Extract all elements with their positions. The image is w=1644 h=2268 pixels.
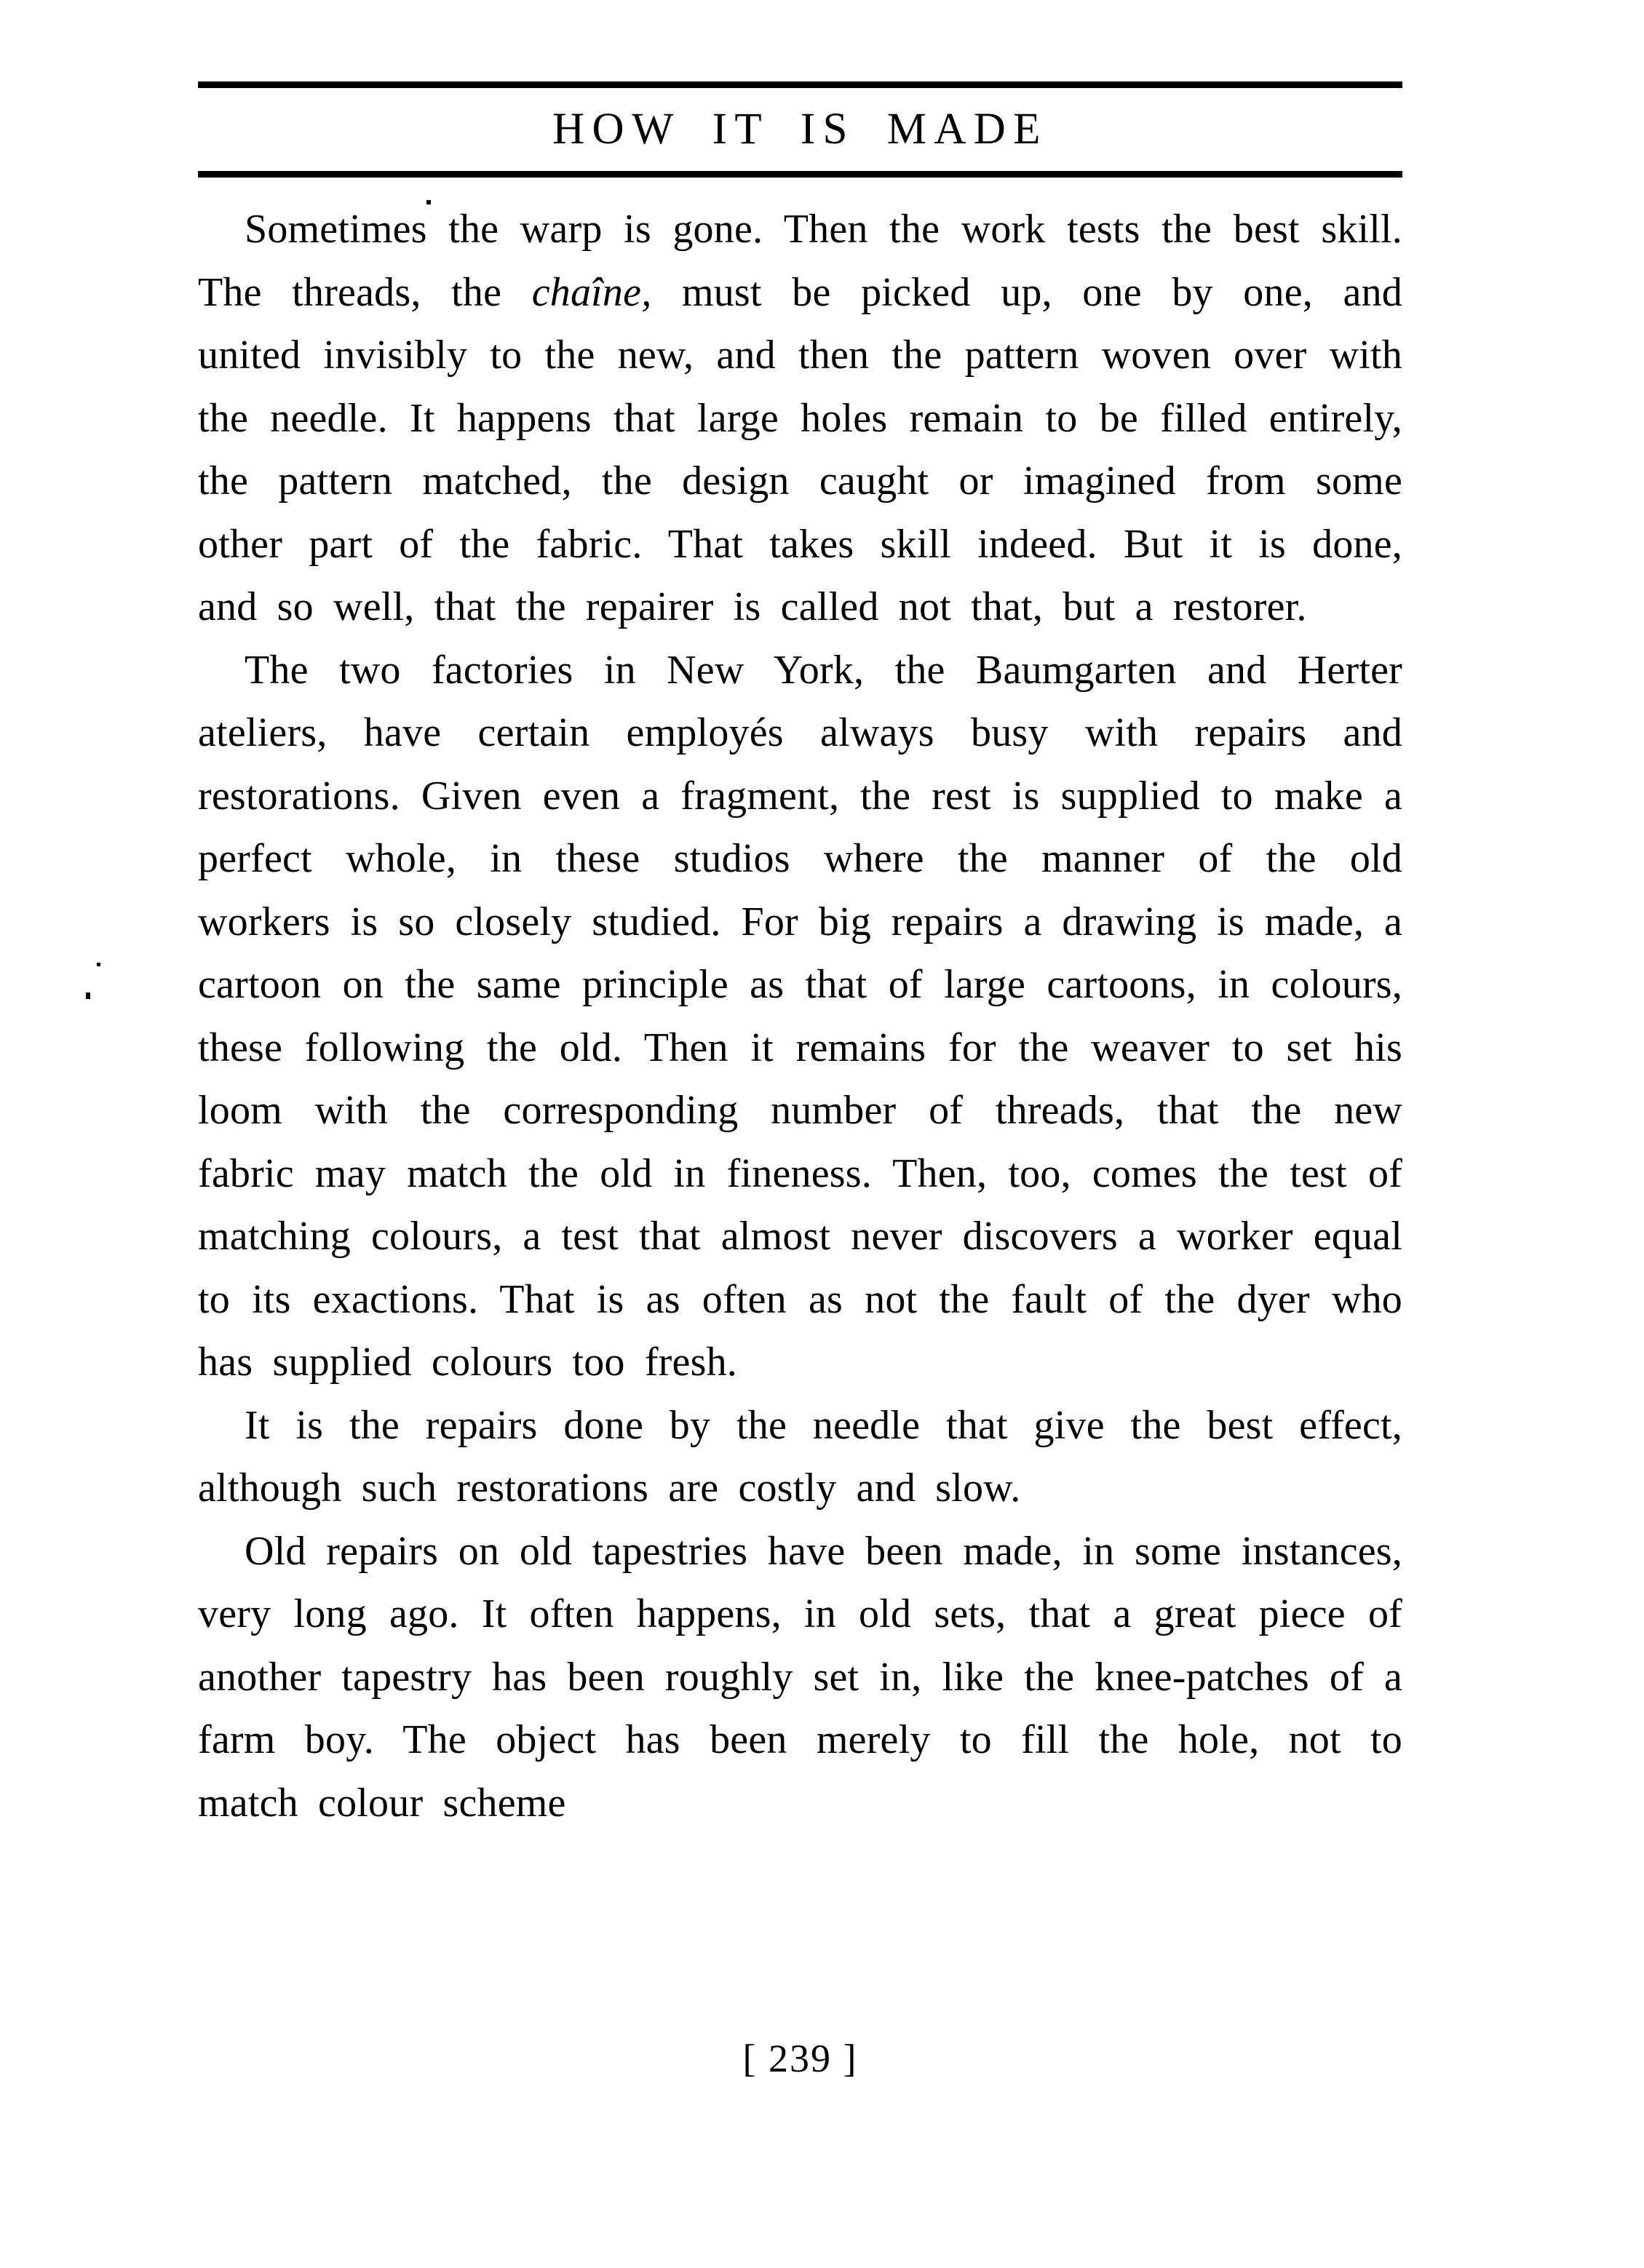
scan-speck [97, 963, 100, 966]
page-body [198, 198, 1402, 1834]
paragraph-1 [198, 198, 1402, 639]
scan-speck [86, 992, 90, 999]
paragraph-1-text-before-italic: Sometimes the warp is gone. Then the work tests the best skill. The threads, the [198, 207, 1402, 315]
paragraph-1-text-after-italic: must be picked up, one by one, and united invisibly to the new, and then the pattern woven over with the needle. It happens that large holes remain to be filled entirely, the pattern matched, the design caught or imagined from some other part of the fabric. That takes skill indeed. But it is done, and so well, that the repairer is called not that, but a restorer. [198, 269, 1402, 629]
paragraph-2 [198, 639, 1402, 1394]
paragraph-1-italic-term: chaîne, [531, 269, 652, 315]
header-rule-top [198, 81, 1402, 88]
paragraph-4-text: Old repairs on old tapestries have been made, in some instances, very long ago. It often happens, in old sets, that a great piece of another tapestry has been roughly set in, like the knee-patches of a farm boy. The object has been merely to fill the hole, not to match colour scheme [198, 1528, 1402, 1826]
paragraph-3-text: It is the repairs done by the needle that give the best effect, although such restorations are costly and slow. [198, 1402, 1402, 1511]
running-head-title: HOW IT IS MADE [552, 105, 1048, 154]
paragraph-2-text: The two factories in New York, the Baumgarten and Herter ateliers, have certain employés always busy with repairs and restorations. Given even a fragment, the rest is supplied to make a perfect whole, in these studios where the manner of the old workers is so closely studied. For big repairs a drawing is made, a cartoon on the same principle as that of large cartoons, in colours, these following the old. Then it remains for the weaver to set his loom with the corresponding number of threads, that the new fabric may match the old in fineness. Then, too, comes the test of matching colours, a test that almost never discovers a worker equal to its exactions. That is as often as not the fault of the dyer who has supplied colours too fresh. [198, 647, 1402, 1385]
page-number: [ 239 ] [742, 2037, 858, 2080]
paragraph-3 [198, 1394, 1402, 1520]
scan-speck [426, 200, 431, 204]
paragraph-4 [198, 1520, 1402, 1835]
header-rule-bottom [198, 171, 1402, 178]
